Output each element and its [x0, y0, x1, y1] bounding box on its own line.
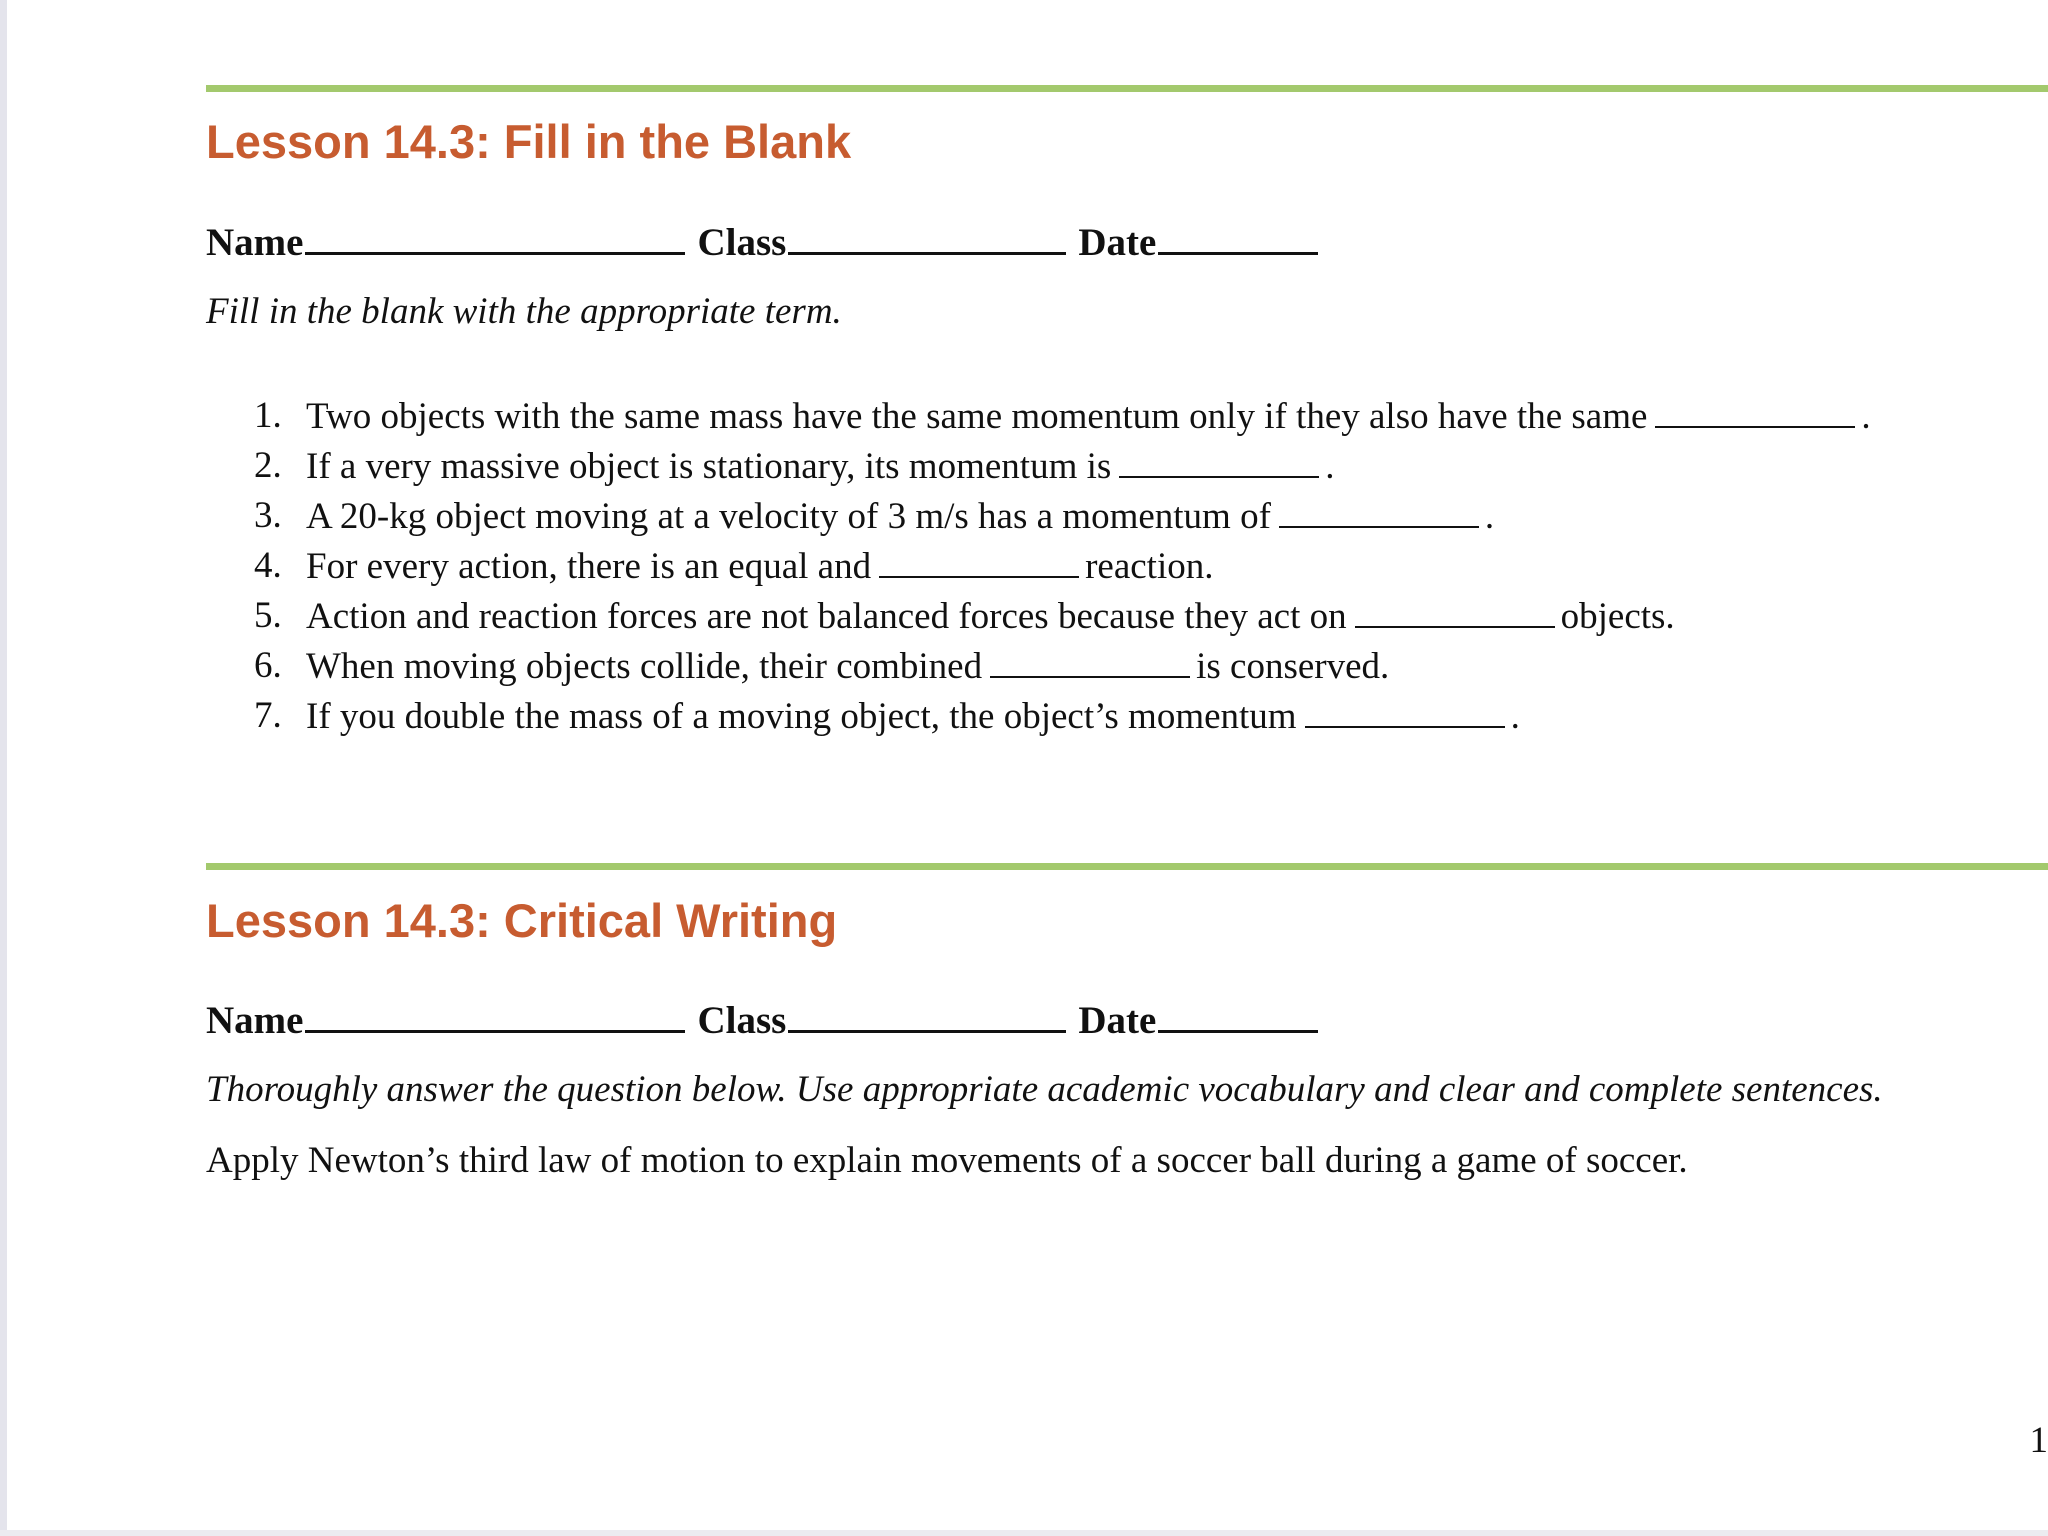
date-label: Date: [1078, 221, 1157, 264]
class-label: Class: [697, 999, 787, 1042]
class-blank[interactable]: [788, 252, 1066, 255]
student-info-header-1: [206, 223, 1318, 262]
page-left-edge: [0, 0, 7, 1536]
question-text: For every action, there is an equal and: [306, 546, 872, 587]
question-text-after: reaction.: [1085, 546, 1214, 587]
question-text-after: .: [1510, 696, 1520, 737]
page-bottom-edge: [0, 1530, 2048, 1536]
answer-blank[interactable]: [1119, 446, 1319, 478]
answer-blank[interactable]: [1279, 496, 1479, 528]
answer-blank[interactable]: [879, 546, 1079, 578]
question-text-after: is conserved.: [1196, 646, 1390, 687]
question-text-after: .: [1484, 496, 1495, 537]
page-number: 1: [2029, 1420, 2048, 1461]
question-text: Two objects with the same mass have the same momentum only if they also have the same: [306, 396, 1648, 437]
question-number: 7.: [254, 695, 282, 736]
question-number: 2.: [254, 445, 282, 486]
class-label: Class: [697, 221, 787, 264]
question-text-after: objects.: [1560, 596, 1675, 637]
question-text: When moving objects collide, their combined: [306, 646, 983, 687]
section-divider-top: [206, 85, 2048, 92]
date-blank[interactable]: [1158, 252, 1318, 255]
fill-in-blank-title: Lesson 14.3: Fill in the Blank: [206, 115, 852, 168]
question-text: Action and reaction forces are not balanced forces because they act on: [306, 596, 1347, 637]
question-number: 6.: [254, 645, 282, 686]
question-text: A 20-kg object moving at a velocity of 3 m/s has a momentum of: [306, 496, 1271, 537]
student-info-header-2: [206, 1001, 1318, 1040]
name-blank[interactable]: [305, 252, 685, 255]
question-number: 3.: [254, 495, 282, 536]
date-blank[interactable]: [1158, 1030, 1318, 1033]
answer-blank[interactable]: [1305, 696, 1505, 728]
critical-writing-prompt: Apply Newton’s third law of motion to explain movements of a soccer ball during a game of soccer.: [206, 1140, 1688, 1181]
question-number: 1.: [254, 395, 282, 436]
name-label: Name: [206, 999, 304, 1042]
name-label: Name: [206, 221, 304, 264]
question-text: If you double the mass of a moving object, the object’s momentum: [306, 696, 1297, 737]
fill-in-blank-instruction: Fill in the blank with the appropriate term.: [206, 291, 842, 332]
question-text: If a very massive object is stationary, its momentum is: [306, 446, 1112, 487]
question-number: 4.: [254, 545, 282, 586]
question-number: 5.: [254, 595, 282, 636]
critical-writing-instruction: Thoroughly answer the question below. Use appropriate academic vocabulary and clear and complete sentences.: [206, 1069, 1883, 1110]
name-blank[interactable]: [305, 1030, 685, 1033]
answer-blank[interactable]: [990, 646, 1190, 678]
answer-blank[interactable]: [1655, 396, 1855, 428]
section-divider-bottom: [206, 863, 2048, 870]
question-text-after: .: [1861, 396, 1871, 437]
class-blank[interactable]: [788, 1030, 1066, 1033]
question-text-after: .: [1325, 446, 1335, 487]
answer-blank[interactable]: [1355, 596, 1555, 628]
critical-writing-title: Lesson 14.3: Critical Writing: [206, 894, 838, 947]
date-label: Date: [1078, 999, 1157, 1042]
